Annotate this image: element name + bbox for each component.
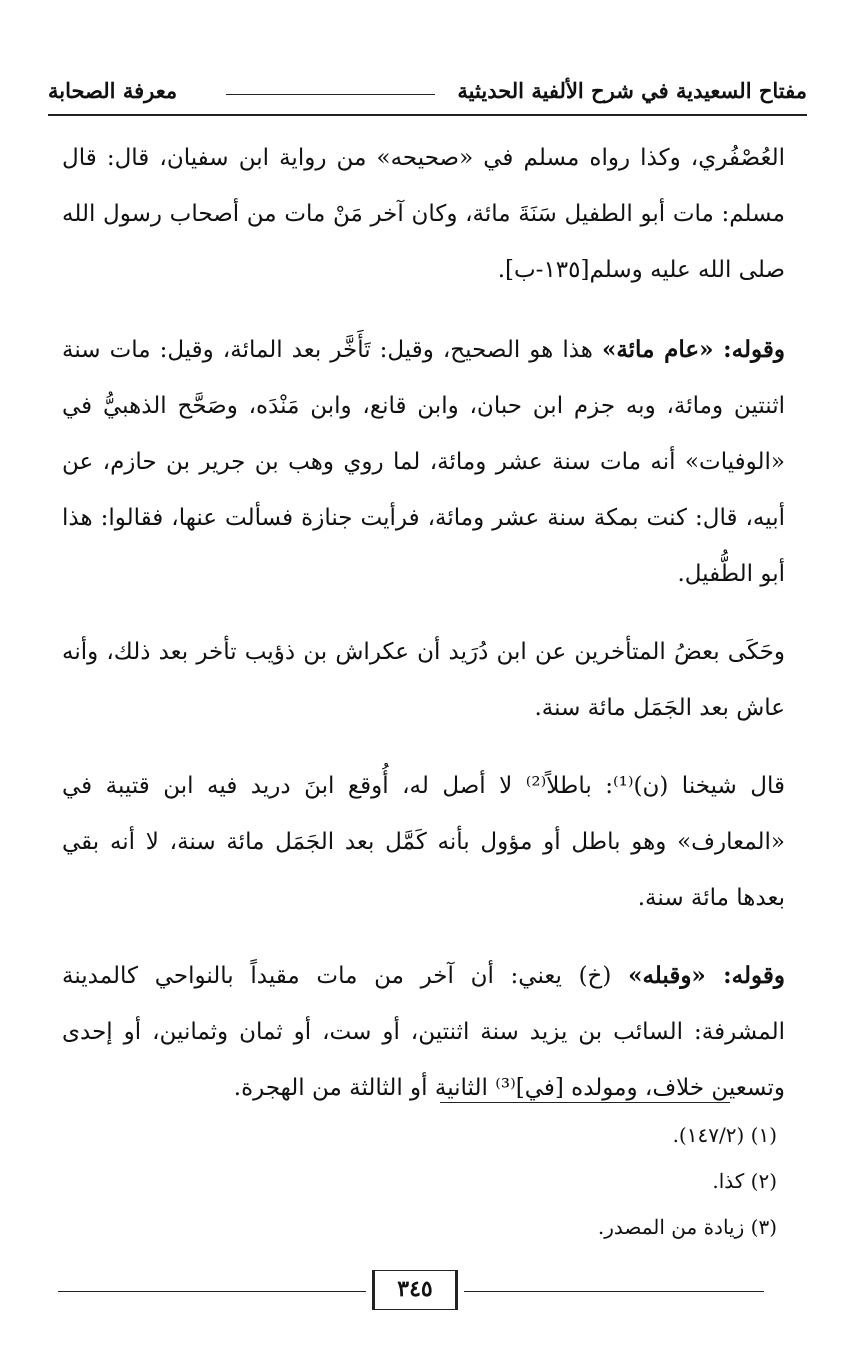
header-dash-line xyxy=(226,94,435,95)
paragraph-2 xyxy=(62,322,785,602)
page-number-rule-left xyxy=(58,1291,366,1292)
paragraph-2-text: هذا هو الصحيح، وقيل: تَأَخَّر بعد المائة، وقيل: مات سنة اثنتين ومائة، وبه جزم ابن حبان، وابن قانع، وابن مَنْدَه، وصَحَّح الذهبيُّ في «الوفيات» أنه مات سنة عشر ومائة، لما روي وهب بن جرير بن حازم، عن أبيه، قال: كنت بمكة سنة عشر ومائة، فرأيت جنازة فسألت عنها، فقالوا: هذا أبو الطُّفيل. xyxy=(62,337,785,587)
page-number-rule-right xyxy=(464,1291,764,1292)
paragraph-3: وحَكَى بعضُ المتأخرين عن ابن دُرَيد أن عكراش بن ذؤيب تأخر بعد ذلك، وأنه عاش بعد الجَمَل مائة سنة. xyxy=(62,639,785,721)
running-header xyxy=(48,70,807,116)
book-title: مفتاح السعيدية في شرح الألفية الحديثية xyxy=(457,78,807,103)
section-title: معرفة الصحابة xyxy=(48,78,178,103)
footnote-3: (٣) زيادة من المصدر. xyxy=(597,1215,777,1239)
paragraph-5-text: (خ) يعني: أن آخر من مات مقيداً بالنواحي كالمدينة المشرفة: السائب بن يزيد سنة اثنتين، أو ست، أو ثمان وثمانين، أو إحدى وتسعين خلاف، ومولده [في]⁽³⁾ الثانية أو الثالثة من الهجرة. xyxy=(62,963,785,1101)
footnote-separator xyxy=(440,1102,730,1103)
paragraph-1: العُصْفُري، وكذا رواه مسلم في «صحيحه» من رواية ابن سفيان، قال: قال مسلم: مات أبو الطفيل سَنَةَ مائة، وكان آخر مَنْ مات من أصحاب رسول الله صلى الله عليه وسلم[١٣٥-ب]. xyxy=(62,145,785,283)
paragraph-2-lead: وقوله: «عام مائة» xyxy=(601,336,785,363)
footnote-2: (٢) كذا. xyxy=(712,1169,777,1193)
page-number: ٣٤٥ xyxy=(372,1270,458,1310)
paragraph-4: قال شيخنا (ن)⁽¹⁾: باطلاً⁽²⁾ لا أصل له، أُوقع ابنَ دريد فيه ابن قتيبة في «المعارف» وهو باطل أو مؤول بأنه كَمَّل بعد الجَمَل مائة سنة، لا أنه بقي بعدها مائة سنة. xyxy=(62,773,786,911)
main-text xyxy=(62,130,785,1138)
paragraph-5-lead: وقوله: «وقبله» xyxy=(628,962,785,989)
footnote-1: (١) (١٤٧/٢). xyxy=(672,1123,777,1147)
paragraph-5 xyxy=(62,948,785,1116)
header-rule xyxy=(48,114,807,116)
footnotes xyxy=(70,1112,777,1250)
